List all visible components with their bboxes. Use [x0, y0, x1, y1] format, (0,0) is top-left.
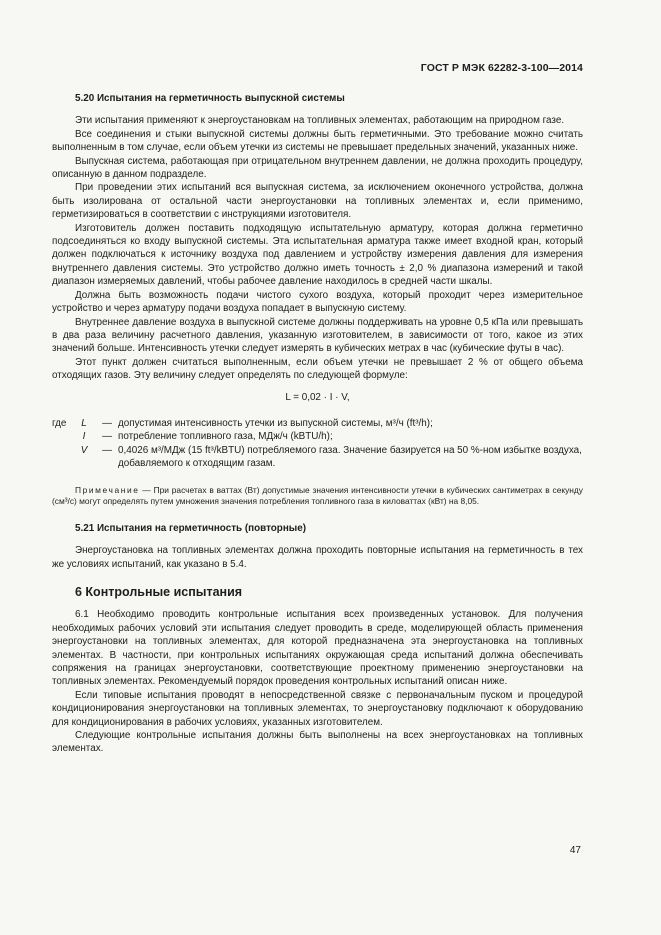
note-text: — При расчетах в ваттах (Вт) допустимые значения интенсивности утечки в кубических сантиметрах в секунду (см³/с) могут определять путем умножения значения потребления топливного газа в киловаттах (кВт) на 8,05.	[52, 484, 583, 507]
legend-symbol: V	[80, 444, 88, 456]
note-label: Примечание	[75, 484, 140, 495]
paragraph: Изготовитель должен поставить подходящую испытательную арматуру, которая должна герметично подсоединяться ко входу выпускной системы. Эта испытательная арматура также имеет входной кран, который должен подключаться к источнику воздуха под давлением и устройству измерения давления для измерения внутреннего давления системы. Это устройство должно иметь точность ± 2,0 % диапазона измерений и такой диапазон измеряемых давлений, чтобы рабочее давление находилось в средней части шкалы.	[52, 222, 583, 288]
section-heading-5-21: 5.21 Испытания на герметичность (повторные)	[75, 522, 307, 534]
paragraph: Энергоустановка на топливных элементах должна проходить повторные испытания на герметичность в тех же условиях испытаний, как указано в 5.4.	[52, 545, 583, 570]
legend-dash: —	[102, 417, 112, 429]
paragraph: Этот пункт должен считаться выполненным, если объем утечки не превышает 2 % от общего объема отходящих газов. Эту величину следует определять по следующей формуле:	[52, 356, 583, 382]
paragraph: Должна быть возможность подачи чистого сухого воздуха, который проходит через измерительное устройство и через арматуру подачи воздуха попадает в выпускную систему.	[52, 289, 583, 315]
page-number: 47	[569, 845, 581, 856]
legend-text: 0,4026 м³/МДж (15 ft³/kBTU) потребляемого газа. Значение базируется на 50 %-ном избытке воздуха, добавляемого к отходящим газам.	[118, 444, 582, 470]
paragraph: 6.1 Необходимо проводить контрольные испытания всех произведенных установок. Для получения необходимых рабочих условий эти испытания следует проводить в среде, моделирующей область применения энергоустановки на топливных элементах, для которой предназначена эта энергоустановка на топливных элементах. В частности, при контрольных испытаниях окружающая среда испытаний должна обеспечивать сопряжения на границах энергоустановки, соответствующие проектному применению энергоустановки на топливных элементах. Рекомендуемый порядок проведения контрольных испытаний описан ниже.	[52, 609, 583, 688]
page-content	[52, 92, 583, 756]
paragraph: Следующие контрольные испытания должны быть выполнены на всех энергоустановках на топливных элементах.	[52, 730, 583, 755]
where-label: где	[52, 417, 67, 429]
paragraph: Выпускная система, работающая при отрицательном внутреннем давлении, не должна проходить процедуру, описанную в данном подразделе.	[52, 155, 583, 181]
section-heading-5-20: 5.20 Испытания на герметичность выпускной системы	[75, 93, 345, 104]
legend-row	[52, 417, 583, 430]
formula: L = 0,02 · I · V,	[285, 391, 350, 403]
paragraph: Внутреннее давление воздуха в выпускной системе должны поддерживать на уровне 0,5 кПа или превышать в два раза величину расчетного давления, указанную изготовителем, в зависимости от того, какое из этих значений больше. Интенсивность утечки следует измерять в кубических метрах в час (кубические футы в час).	[52, 316, 583, 355]
legend-dash: —	[102, 431, 112, 443]
standard-header: ГОСТ Р МЭК 62282-3-100—2014	[420, 62, 583, 74]
note	[52, 485, 583, 508]
paragraph: При проведении этих испытаний вся выпускная система, за исключением оконечного устройства, должна быть изолирована от остальной части энергоустановки на топливных элементах и, если применимо, герметизироваться в соответствии с инструкциями изготовителя.	[52, 182, 583, 221]
legend-row	[52, 444, 583, 471]
legend-symbol: I	[82, 431, 86, 443]
paragraph: Эти испытания применяют к энергоустановкам на топливных элементах, работающим на природном газе.	[75, 115, 565, 127]
legend-symbol: L	[81, 417, 87, 429]
legend-text: потребление топливного газа, МДж/ч (kBTU/h);	[118, 431, 333, 443]
formula-legend	[52, 417, 583, 471]
paragraph: Все соединения и стыки выпускной системы должны быть герметичными. Это требование можно считать выполненным в том случае, если объем утечки из системы не превышает предельных значений, указанных ниже.	[52, 128, 583, 154]
paragraph: Если типовые испытания проводят в непосредственной связке с первоначальным пуском и процедурой кондиционирования энергоустановки на топливных элементах, то энергоустановку подключают к оборудованию для кондиционирования в рабочих условиях, указанных изготовителем.	[52, 689, 583, 728]
legend-text: допустимая интенсивность утечки из выпускной системы, м³/ч (ft³/h);	[118, 417, 433, 429]
legend-row	[52, 430, 583, 443]
section-heading-6: 6 Контрольные испытания	[75, 584, 243, 599]
legend-dash: —	[102, 444, 112, 456]
